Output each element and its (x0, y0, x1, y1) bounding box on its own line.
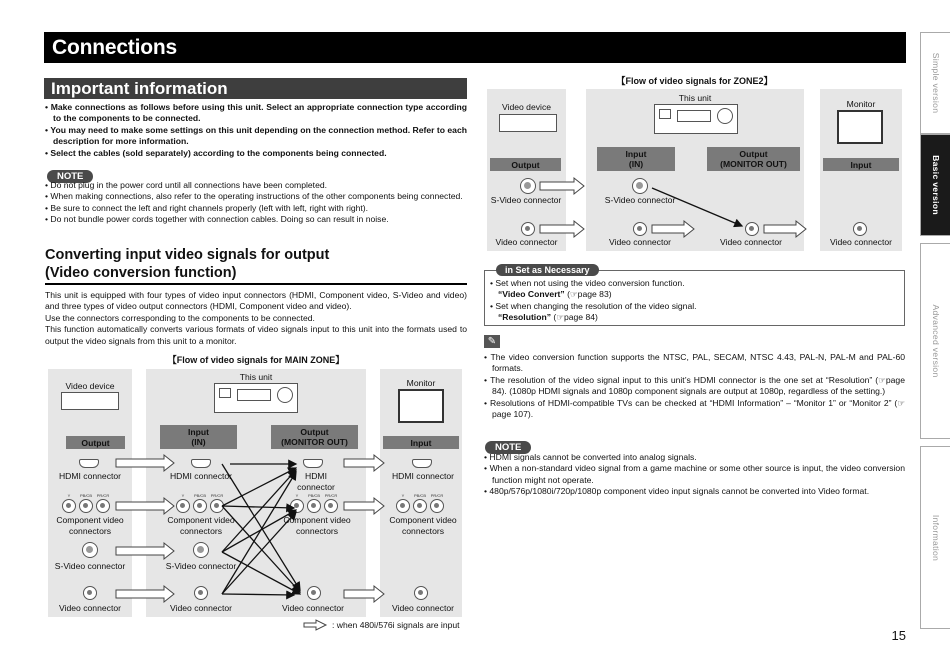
video-connector-label: Video connector (170, 603, 232, 613)
pin-label: PR/CR (210, 493, 224, 498)
setting-name: “Video Convert” (498, 289, 565, 300)
video-connector-label: Video connector (392, 603, 454, 613)
pin-label: PB/CB (193, 493, 206, 498)
tips-list (484, 352, 905, 420)
monitor-label: Monitor (846, 99, 876, 109)
list-item: • You may need to make some settings on this unit depending on the connection method. Refer to each description for more information. (45, 125, 467, 148)
list-item: • When making connections, also refer to the operating instructions of the other components being connected. (45, 191, 467, 202)
paragraph-line: This function automatically converts various formats of video signals input to this unit into the formats used to output the video signals from this unit to a monitor. (45, 324, 467, 346)
tab-label: Basic version (930, 155, 941, 215)
block-arrow (540, 221, 584, 237)
pin-label: Y (181, 493, 185, 498)
svideo-connector-label: S-Video connector (54, 561, 126, 571)
zone2-flow-title: 【Flow of video signals for ZONE2】 (616, 76, 773, 86)
note-list (484, 452, 905, 498)
hdmi-connector-label: HDMI connector (391, 471, 455, 481)
this-unit-label: This unit (239, 372, 273, 382)
label-line: connector (297, 482, 335, 492)
note-list (45, 180, 467, 226)
zone2-signal-arrows (484, 170, 904, 250)
important-bold-list (45, 102, 467, 159)
input-label: Input (383, 436, 459, 449)
label-line: Component video (389, 515, 457, 525)
block-arrow (116, 543, 174, 559)
hdmi-connector-label: HDMI connector (169, 471, 233, 481)
label-line: Input (625, 149, 647, 159)
block-arrow (344, 498, 384, 514)
tab-information[interactable] (920, 446, 950, 629)
tab-advanced-version[interactable] (920, 243, 950, 439)
label-line: (MONITOR OUT) (281, 437, 348, 447)
video-connector-label: Video connector (495, 237, 558, 247)
pin-label: Y (67, 493, 71, 498)
label-line: (IN) (628, 159, 644, 169)
label-line: HDMI (305, 471, 327, 481)
title-line: (Video conversion function) (45, 265, 237, 281)
title-line: Converting input video signals for output (45, 247, 330, 263)
pin-label: PB/CB (413, 493, 426, 498)
block-arrow (116, 498, 174, 514)
label-line: (IN) (191, 437, 206, 447)
list-item: • The video conversion function supports the NTSC, PAL, SECAM, NTSC 4.43, PAL-N, PAL-M and PAL-60 formats. (484, 352, 905, 375)
label-line: Output (739, 149, 768, 159)
tab-simple-version[interactable] (920, 32, 950, 134)
video-device-icon (499, 114, 557, 132)
label-line: Output (300, 427, 329, 437)
video-device-icon (61, 392, 119, 410)
paragraph-line: Use the connectors corresponding to the components to be connected. (45, 312, 315, 323)
video-device-label: Video device (65, 381, 115, 391)
block-arrow (344, 455, 384, 471)
list-item: • The resolution of the video signal input to this unit’s HDMI connector is the one set at “Resolution” (☞page 84). (1080p HDMI signals and 1080p component signals are output at 1080p, regardless of the setting.) (484, 375, 905, 398)
this-unit-label: This unit (678, 93, 712, 103)
section-title-important: Important information (44, 78, 467, 99)
list-item: • Set when changing the resolution of the video signal. (490, 301, 900, 312)
label-line: Component video (283, 515, 351, 525)
tab-label: Information (930, 514, 941, 561)
label-line: connectors (68, 526, 112, 536)
converting-paragraph (45, 290, 467, 347)
video-connector-label: Video connector (830, 237, 892, 247)
video-connector-label: Video connector (720, 237, 782, 247)
output-label: Output (490, 158, 561, 171)
tab-label: Advanced version (930, 304, 941, 378)
monitor-icon (398, 389, 444, 423)
pin-label: Y (401, 493, 405, 498)
av-receiver-icon (654, 104, 738, 134)
monitor-label: Monitor (406, 378, 436, 388)
video-connector-label: Video connector (609, 237, 671, 247)
pin-label: PR/CR (430, 493, 444, 498)
pin-label: Y (295, 493, 299, 498)
list-item: • Be sure to connect the left and right channels properly (left with left, right with right). (45, 203, 467, 214)
section-title-converting (45, 246, 467, 282)
list-item: • Set when not using the video conversion function. (490, 278, 900, 289)
list-item: • 480p/576p/1080i/720p/1080p component video input signals cannot be converted into Video format. (484, 486, 905, 497)
wrench-icon: ✎ (484, 335, 500, 348)
legend-arrow (304, 620, 326, 630)
main-zone-signal-arrows (44, 440, 474, 640)
list-item: • Make connections as follows before using this unit. Select an appropriate connection type according to the components to be connected. (45, 102, 467, 125)
label-line: Input (188, 427, 209, 437)
label-line: connectors (179, 526, 223, 536)
input-label: Input (823, 158, 899, 171)
page-reference: page 84) (563, 312, 598, 323)
page-number: 15 (891, 628, 906, 643)
list-item: • When a non-standard video signal from a game machine or some other source is input, the video conversion function might not operate. (484, 463, 905, 486)
tab-label: Simple version (930, 52, 941, 114)
label-line: Component video (56, 515, 124, 525)
label-line: connectors (401, 526, 445, 536)
pin-label: PB/CB (307, 493, 320, 498)
svideo-connector-label: S-Video connector (604, 195, 676, 205)
legend-text: : when 480i/576i signals are input (332, 620, 460, 630)
note-badge: NOTE (485, 441, 531, 454)
video-connector-label: Video connector (59, 603, 121, 613)
input-in-label (597, 147, 675, 171)
video-connector-label: Video connector (282, 603, 344, 613)
block-arrow (764, 221, 806, 237)
paragraph-line: This unit is equipped with four types of video input connectors (HDMI, Component video, S-Video and video) and three types of video output connectors (HDMI, Component video and video). (45, 290, 467, 312)
list-item: • Select the cables (sold separately) according to the components being connected. (45, 148, 467, 159)
note-badge: NOTE (47, 170, 93, 183)
page-title: Connections (44, 32, 906, 63)
video-device-label: Video device (501, 102, 552, 112)
pin-label: PR/CR (324, 493, 338, 498)
monitor-icon (837, 110, 883, 144)
svideo-connector-label: S-Video connector (165, 561, 237, 571)
setting-name: “Resolution” (498, 312, 551, 323)
tab-basic-version[interactable] (920, 134, 950, 236)
page-reference: page 83) (577, 289, 612, 300)
output-label: Output (66, 436, 125, 449)
list-item: • Do not bundle power cords together with connection cables. Doing so can result in noise. (45, 214, 467, 225)
set-as-necessary-text: • Set when not using the video conversion function. “Video Convert” (☞page 83) • Set when changing the resolution of the video signal. “Resolution” (☞page 84) (490, 278, 900, 324)
set-as-necessary-badge: in Set as Necessary (496, 264, 599, 276)
output-monitor-out-label (707, 147, 800, 171)
hdmi-connector-label: HDMI connector (58, 471, 122, 481)
pin-label: PB/CB (79, 493, 92, 498)
label-line: connectors (295, 526, 339, 536)
divider (45, 283, 467, 285)
label-line: Component video (167, 515, 235, 525)
pin-label: PR/CR (96, 493, 110, 498)
list-item: • Resolutions of HDMI-compatible TVs can be checked at “HDMI Information” – “Monitor 1” or “Monitor 2” (☞page 107). (484, 398, 905, 421)
list-item: • Do not plug in the power cord until all connections have been completed. (45, 180, 467, 191)
block-arrow (116, 586, 174, 602)
svideo-connector-label: S-Video connector (490, 195, 562, 205)
main-zone-flow-title: 【Flow of video signals for MAIN ZONE】 (167, 355, 345, 365)
block-arrow (344, 586, 384, 602)
av-receiver-icon (214, 383, 298, 413)
block-arrow (116, 455, 174, 471)
list-item: • HDMI signals cannot be converted into analog signals. (484, 452, 905, 463)
block-arrow (652, 221, 694, 237)
label-line: (MONITOR OUT) (720, 159, 787, 169)
reference-icon: ☞ (556, 312, 564, 323)
reference-icon: ☞ (569, 289, 578, 300)
block-arrow (540, 178, 584, 194)
